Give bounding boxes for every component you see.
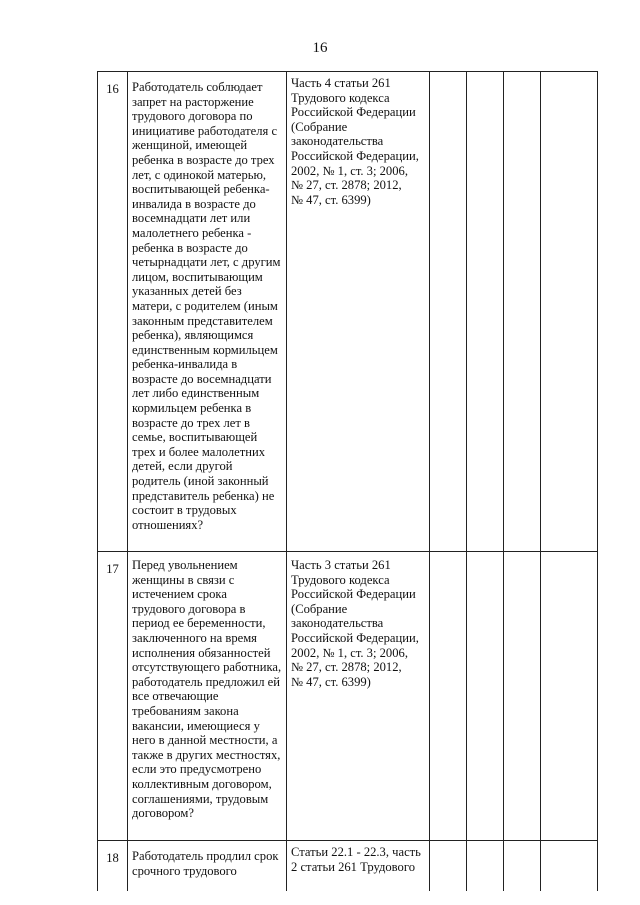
row-number: 16 — [98, 72, 128, 552]
row-number: 18 — [98, 841, 128, 892]
answer-no-cell — [467, 72, 504, 552]
answer-yes-cell — [430, 72, 467, 552]
answer-no-cell — [467, 841, 504, 892]
answer-yes-cell — [430, 552, 467, 841]
legal-reference: Часть 4 статьи 261 Трудового кодекса Российской Федерации (Собрание законодательства Российской Федерации, 2002, № 1, ст. 3; 2006, № 27, ст. 2878; 2012, № 47, ст. 6399) — [291, 76, 419, 207]
table-row — [98, 72, 598, 552]
answer-na-cell — [504, 841, 541, 892]
question-text: Работодатель продлил срок срочного трудового — [132, 849, 279, 878]
checklist-table — [97, 71, 598, 891]
question-text: Работодатель соблюдает запрет на расторжение трудового договора по инициативе работодателя с женщиной, имеющей ребенка в возрасте до трех лет, с одинокой матерью, воспитывающей ребенка- инвалида в возрасте до восемнадцати лет или малолетнего ребенка - ребенка в возрасте до четырнадцати лет, с другим лицом, воспитывающим указанных детей без матери, с родителем (иным законным представителем ребенка), являющимся единственным кормильцем ребенка-инвалида в возрасте до восемнадцати лет либо единственным кормильцем ребенка в возрасте до трех лет в семье, воспитывающей трех и более малолетних детей, если другой родитель (иной законный представитель ребенка) не состоит в трудовых отношениях? — [132, 80, 281, 532]
legal-reference: Статьи 22.1 - 22.3, часть 2 статьи 261 Трудового — [291, 845, 421, 874]
page-number: 16 — [312, 40, 328, 56]
answer-yes-cell — [430, 841, 467, 892]
answer-na-cell — [504, 552, 541, 841]
legal-reference: Часть 3 статьи 261 Трудового кодекса Российской Федерации (Собрание законодательства Российской Федерации, 2002, № 1, ст. 3; 2006, № 27, ст. 2878; 2012, № 47, ст. 6399) — [291, 558, 419, 689]
table-row — [98, 552, 598, 841]
answer-no-cell — [467, 552, 504, 841]
question-text: Перед увольнением женщины в связи с истечением срока трудового договора в период ее беременности, заключенного на время исполнения обязанностей отсутствующего работника, работодатель предложил ей все отвечающие требованиям закона вакансии, имеющиеся у него в данной местности, а также в других местностях, если это предусмотрено коллективным договором, соглашениями, трудовым договором? — [132, 558, 282, 821]
answer-na-cell — [504, 72, 541, 552]
notes-cell — [541, 841, 598, 892]
table-row — [98, 841, 598, 892]
row-number: 17 — [98, 552, 128, 841]
notes-cell — [541, 552, 598, 841]
notes-cell — [541, 72, 598, 552]
